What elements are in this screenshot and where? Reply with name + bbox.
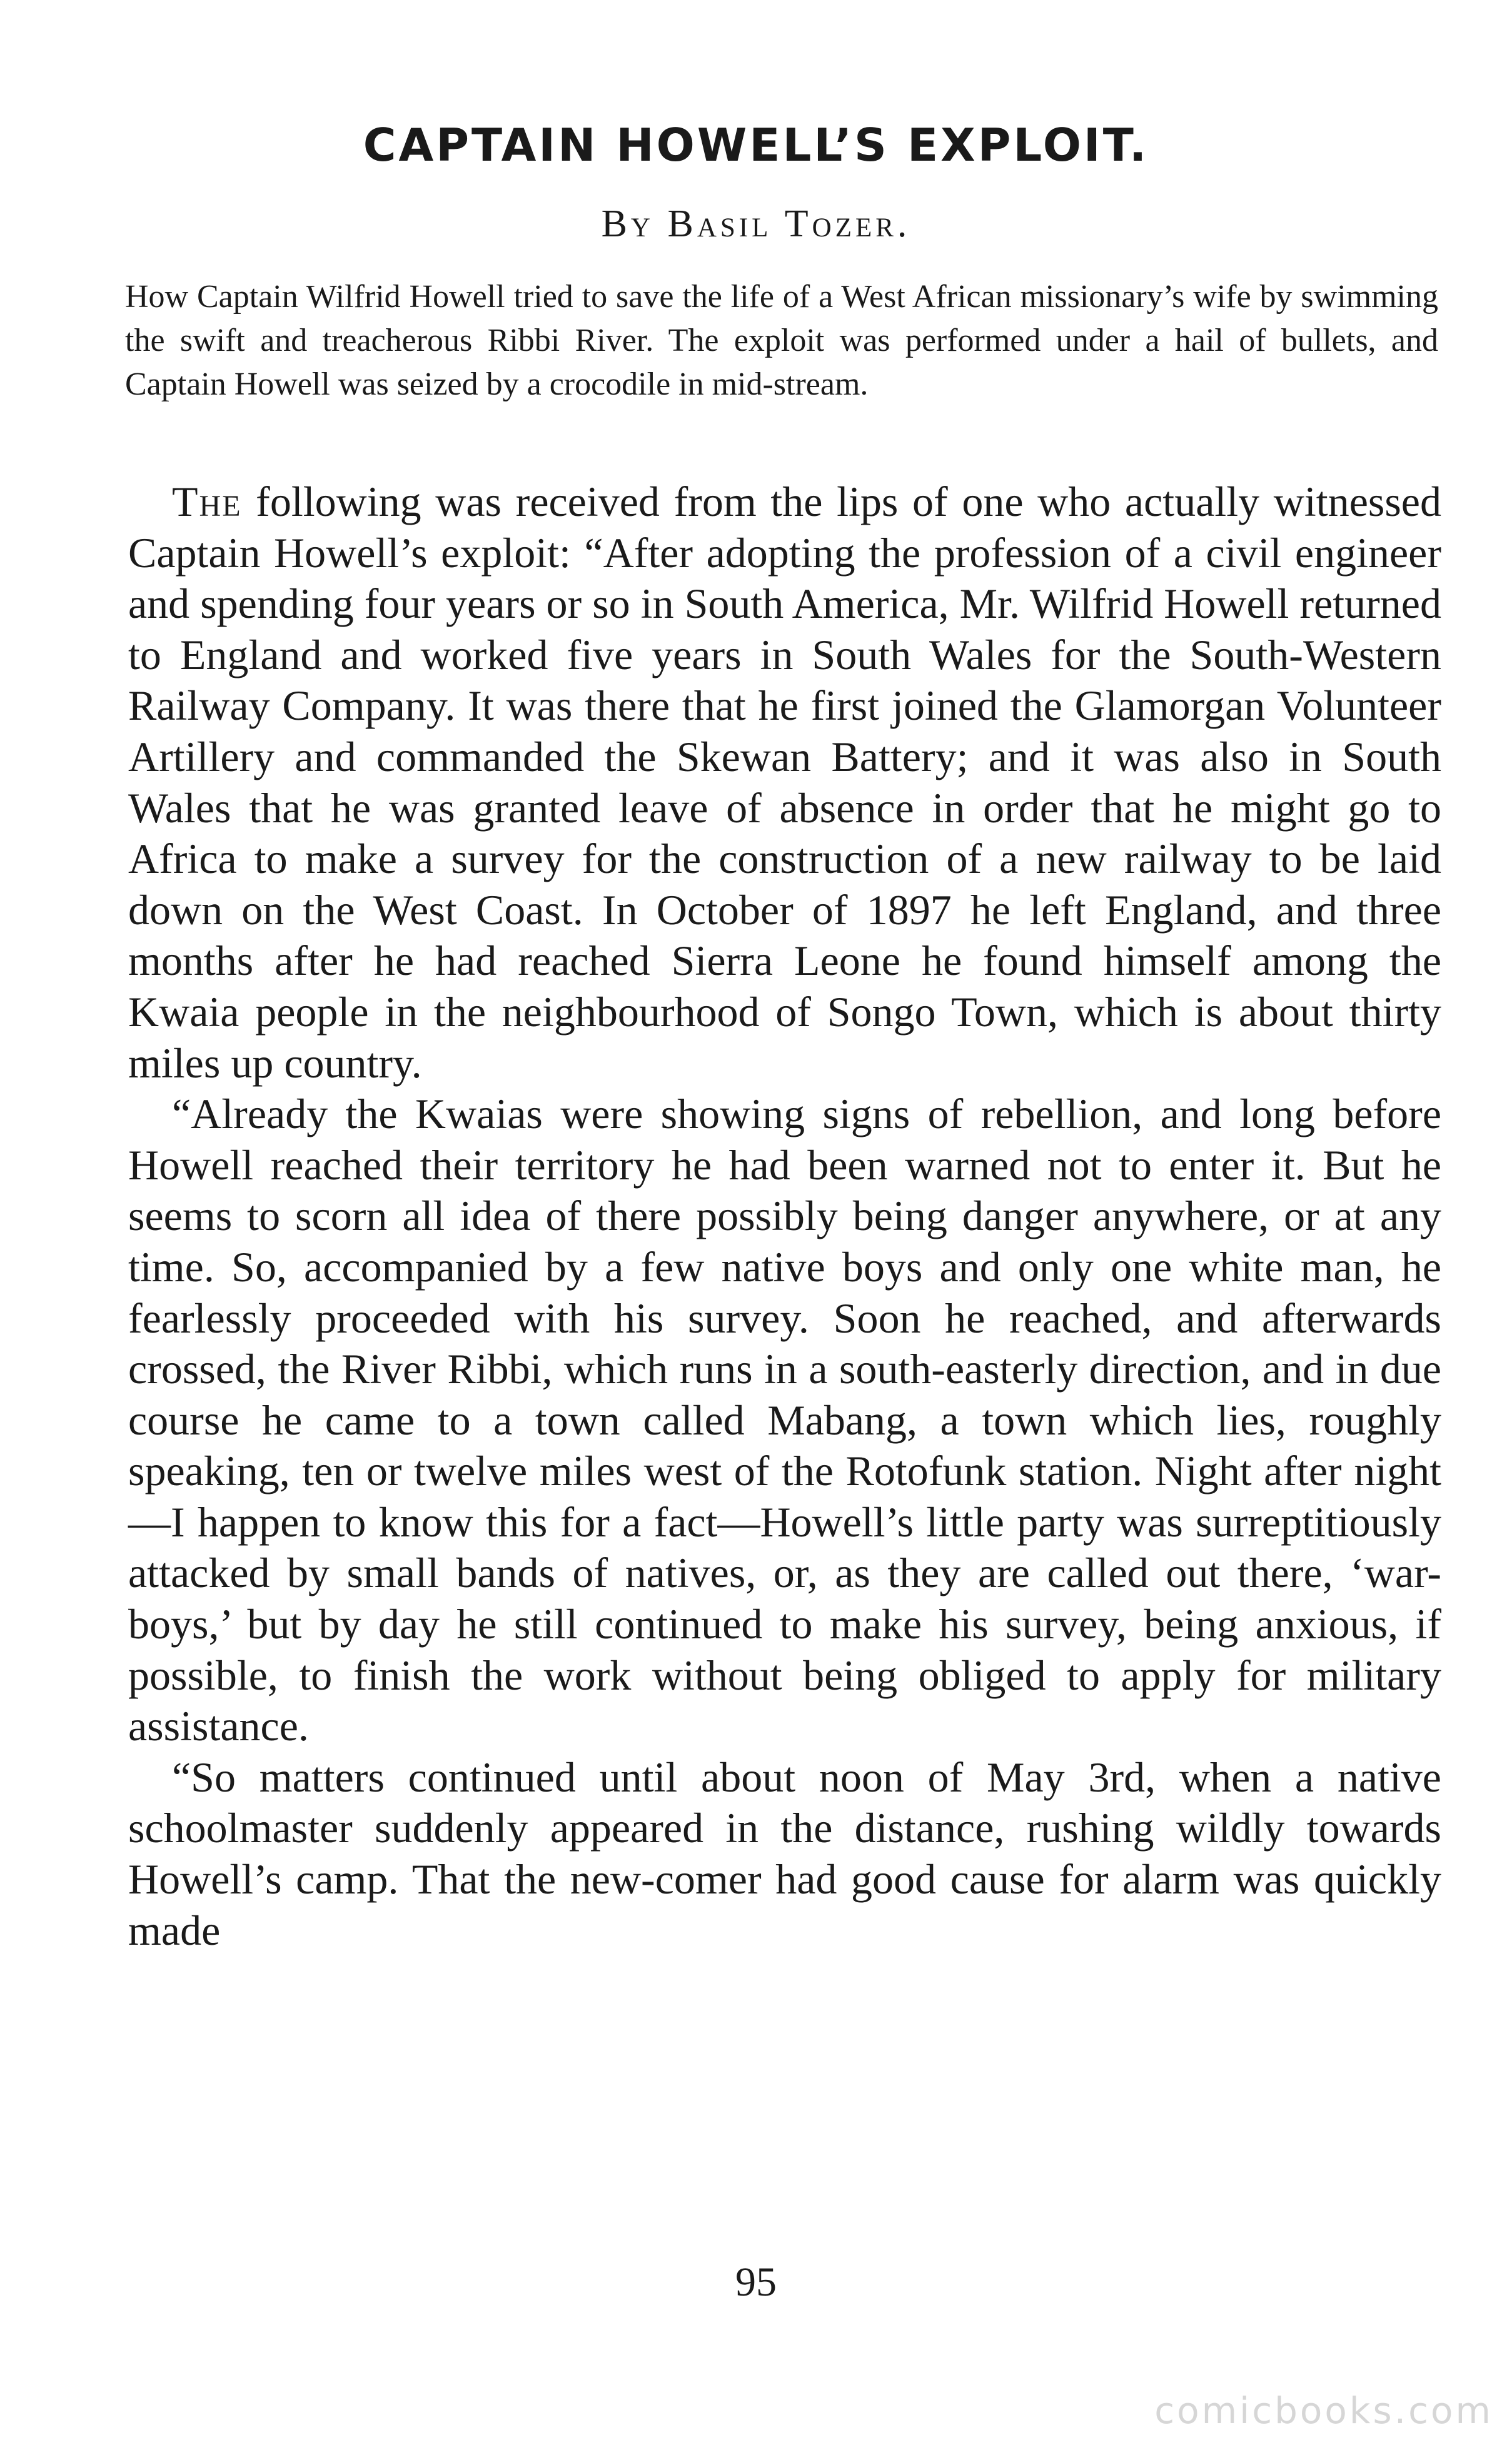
article-body — [128, 476, 1441, 1956]
article-byline: By Basil Tozer. — [601, 203, 911, 245]
paragraph-1-text: following was received from the lips of one who actually witnessed Captain Howell’s exploit: “After adopting the profession of a civil engineer and spending four years or so in South America, Mr. Wilfrid Howell returned to England and worked five years in South Wales for the South-Western Railway Company. It was there that he first joined the Glamorgan Volunteer Artillery and commanded the Skewan Battery; and it was also in South Wales that he was granted leave of absence in order that he might go to Africa to make a survey for the construction of a new railway to be laid down on the West Coast. In October of 1897 he left England, and three months after he had reached Sierra Leone he found himself among the Kwaia people in the neighbourhood of Songo Town, which is about thirty miles up country. — [128, 478, 1441, 1087]
body-paragraph-1 — [128, 476, 1441, 1089]
article-title: CAPTAIN HOWELL’S EXPLOIT. — [363, 119, 1149, 171]
lead-word: The — [172, 478, 242, 525]
article-summary: How Captain Wilfrid Howell tried to save the life of a West African missionary’s wife by swimming the swift and treacherous Ribbi River. The exploit was performed under a hail of bullets, and Captain Howell was seized by a crocodile in mid-stream. — [125, 279, 1438, 402]
page-number: 95 — [735, 2259, 777, 2305]
watermark: comicbooks.com — [1154, 2389, 1493, 2432]
body-paragraph-2: “Already the Kwaias were showing signs of rebellion, and long before Howell reached their territory he had been warned not to enter it. But he seems to scorn all idea of there possibly being danger anywhere, or at any time. So, accompanied by a few native boys and only one white man, he fearlessly proceeded with his survey. Soon he reached, and afterwards crossed, the River Ribbi, which runs in a south-easterly direction, and in due course he came to a town called Mabang, a town which lies, roughly speaking, ten or twelve miles west of the Rotofunk station. Night after night—I happen to know this for a fact—Howell’s little party was surreptitiously attacked by small bands of natives, or, as they are called out there, ‘war-boys,’ but by day he still continued to make his survey, being anxious, if possible, to finish the work without being obliged to apply for military assistance. — [128, 1090, 1441, 1750]
body-paragraph-3: “So matters continued until about noon of May 3rd, when a native schoolmaster suddenly appeared in the distance, rushing wildly towards Howell’s camp. That the new-comer had good cause for alarm was quickly made — [128, 1753, 1441, 1954]
